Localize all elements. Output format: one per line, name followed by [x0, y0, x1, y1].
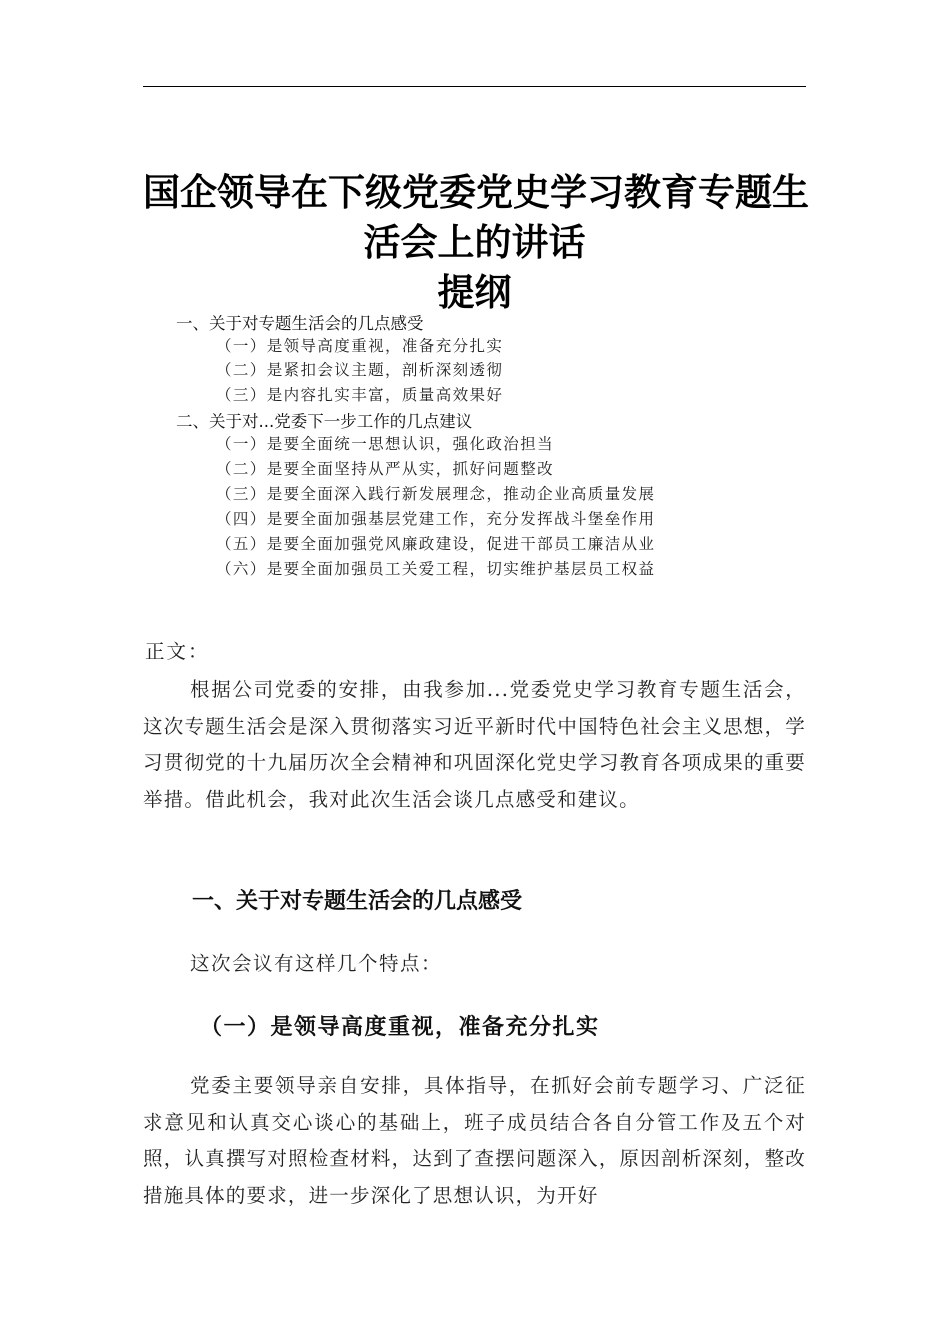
document-title [143, 168, 809, 318]
header-rule [143, 86, 806, 87]
title-line-2: 活会上的讲话 [363, 221, 586, 264]
outline-item: （五）是要全面加强党风廉政建设，促进干部员工廉洁从业 [216, 535, 656, 553]
body-paragraph-1: 根据公司党委的安排，由我参加...党委党史学习教育专题生活会，这次专题生活会是深入贯彻落实习近平新时代中国特色社会主义思想，学习贯彻党的十九届历次全会精神和巩固深化党史学习教育各项成果的重要举措。借此机会，我对此次生活会谈几点感受和建议。 [143, 678, 806, 811]
title-line-3: 提纲 [437, 271, 512, 314]
outline-item: （六）是要全面加强员工关爱工程，切实维护基层员工权益 [216, 560, 656, 578]
body-label: 正文： [145, 640, 210, 663]
section-heading-1: 一、关于对专题生活会的几点感受 [192, 889, 523, 914]
outline-item: （一）是要全面统一思想认识，强化政治担当 [216, 435, 555, 453]
body-paragraph-2: 党委主要领导亲自安排，具体指导，在抓好会前专题学习、广泛征求意见和认真交心谈心的基础上，班子成员结合各自分管工作及五个对照，认真撰写对照检查材料，达到了查摆问题深入，原因剖析深刻，整改措施具体的要求，进一步深化了思想认识，为开好 [143, 1074, 806, 1207]
outline-item: （三）是要全面深入践行新发展理念，推动企业高质量发展 [216, 485, 656, 503]
outline-item: （二）是要全面坚持从严从实，抓好问题整改 [216, 460, 555, 478]
outline-item: （二）是紧扣会议主题，剖析深刻透彻 [216, 361, 504, 379]
title-line-1: 国企领导在下级党委党史学习教育专题生 [143, 171, 809, 214]
subsection-heading-1: （一）是领导高度重视，准备充分扎实 [200, 1014, 600, 1040]
outline-section-1-heading: 一、关于对专题生活会的几点感受 [176, 314, 424, 333]
outline-item: （一）是领导高度重视，准备充分扎实 [216, 337, 504, 355]
outline-section-2-heading: 二、关于对...党委下一步工作的几点建议 [176, 412, 473, 431]
section-intro: 这次会议有这样几个特点： [190, 952, 443, 975]
outline-item: （三）是内容扎实丰富，质量高效果好 [216, 386, 504, 404]
outline-item: （四）是要全面加强基层党建工作，充分发挥战斗堡垒作用 [216, 510, 656, 528]
